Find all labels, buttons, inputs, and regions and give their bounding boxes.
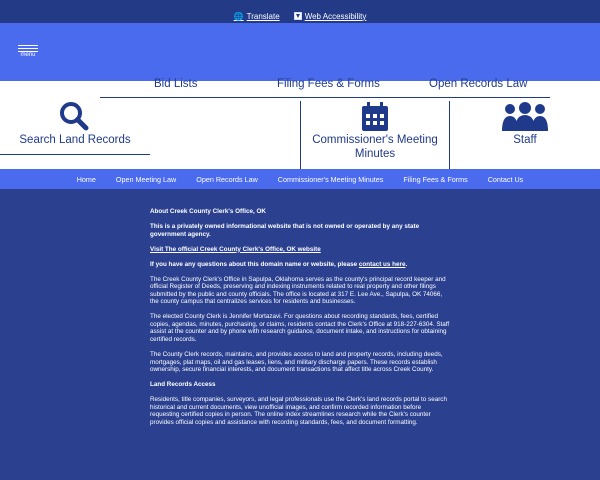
paragraph-3: The County Clerk records, maintains, and provides access to land and property records, including deeds, mortgages, plat maps, oil and gas leases, liens, and military discharge papers. These records establish ownership, secure financial interests, and document transactions that affect title across Creek County.: [150, 351, 443, 374]
staff-tile[interactable]: [450, 101, 600, 147]
official-site-link[interactable]: Visit The official Creek County Clerk's Office, OK website: [150, 245, 321, 253]
paragraph-4: Residents, title companies, surveyors, and legal professionals use the Clerk's land records portal to search historical and current documents, view unofficial images, and confirm recorded information before requesting certified copies in person. The online index streamlines research while the Clerk's counter provides official copies and assistance with recording standards, fees, and document formatting.: [150, 396, 447, 426]
globe-icon: 🌐: [233, 11, 244, 21]
calendar-icon: [360, 101, 390, 133]
hamburger-icon: [18, 45, 38, 46]
nav-meeting-minutes[interactable]: Commissioner's Meeting Minutes: [277, 174, 384, 184]
site-header: [0, 23, 600, 81]
main-content: [150, 208, 450, 434]
disclaimer-text: This is a privately owned informational website that is not owned or operated by any state government agency.: [150, 222, 420, 238]
accessibility-label: Web Accessibility: [304, 11, 367, 21]
filing-fees-link[interactable]: Filing Fees & Forms: [277, 78, 380, 90]
nav-contact-us[interactable]: Contact Us: [487, 174, 524, 184]
nav-filing-fees[interactable]: Filing Fees & Forms: [403, 174, 468, 184]
nav-open-records-law[interactable]: Open Records Law: [196, 174, 258, 184]
accessibility-icon: [294, 12, 302, 20]
meeting-minutes-label-1: Commissioner's Meeting: [312, 134, 438, 146]
meeting-minutes-label-2: Minutes: [354, 148, 396, 160]
land-records-heading: Land Records Access: [150, 381, 216, 389]
questions-text: [150, 261, 450, 269]
paragraph-2: The elected County Clerk is Jennifer Mortazavi. For questions about recording standards, fees, certified copies, agendas, minutes, purchasing, or claims, residents contact the Clerk's Office at 918-227-6304. Staff assist at the counter and by phone with research guidance, document intake, and instructions for obtaining certified records.: [150, 313, 450, 344]
search-land-records-label: Search Land Records: [19, 134, 131, 146]
main-nav: [0, 169, 600, 189]
quick-links-panel: [0, 78, 600, 170]
quick-links-divider: [100, 97, 550, 98]
top-strip: [0, 0, 600, 9]
translate-link[interactable]: [234, 12, 280, 21]
menu-button[interactable]: [18, 43, 38, 63]
translate-label: Translate: [246, 11, 280, 21]
meeting-minutes-tile[interactable]: [300, 101, 450, 161]
nav-home[interactable]: Home: [76, 174, 96, 184]
staff-label: Staff: [513, 134, 537, 146]
utility-bar: [0, 9, 600, 23]
search-land-records-tile[interactable]: [0, 101, 150, 147]
bid-lists-link[interactable]: Bid Lists: [154, 78, 198, 90]
staff-icon: [500, 101, 550, 133]
nav-open-meeting-law[interactable]: Open Meeting Law: [115, 174, 177, 184]
about-heading: About Creek County Clerk's Office, OK: [150, 208, 266, 215]
paragraph-1: The Creek County Clerk's Office in Sapulpa, Oklahoma serves as the county's principal record keeper and official Register of Deeds, preserving and indexing instruments related to real property and other filings submitted by the public and county officials. The office is located at 317 E. Lee Ave., Sapulpa, OK 74066, the county campus that centralizes services for residents and businesses.: [150, 275, 446, 306]
contact-us-link[interactable]: contact us here: [358, 260, 406, 268]
search-underline: [0, 154, 150, 155]
menu-label: menu: [20, 52, 36, 58]
search-icon: [58, 101, 92, 133]
open-records-law-link[interactable]: Open Records Law: [429, 78, 528, 90]
accessibility-link[interactable]: [294, 12, 367, 21]
questions-suffix: .: [405, 260, 408, 268]
questions-prefix: If you have any questions about this domain name or website, please: [150, 260, 359, 268]
